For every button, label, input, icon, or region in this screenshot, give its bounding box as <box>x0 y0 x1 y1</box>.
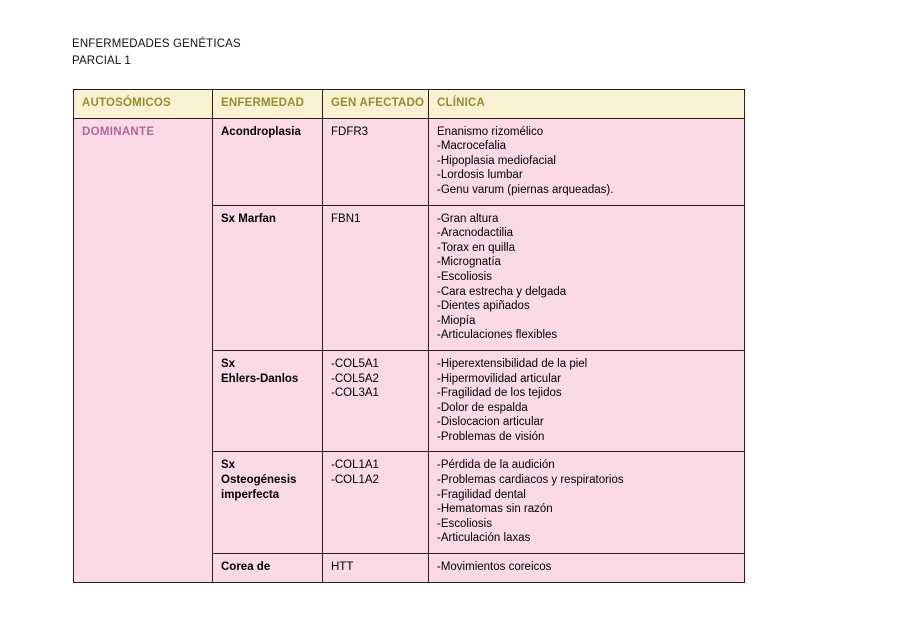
clinic-line: -Dientes apiñados <box>437 300 530 313</box>
gene-cell <box>323 118 429 205</box>
gene-line: -COL3A1 <box>331 387 379 400</box>
gene-line: -COL1A1 <box>331 459 379 472</box>
disease-line: Sx <box>221 459 236 472</box>
gene-cell <box>323 554 429 583</box>
clinic-line: -Dislocacion articular <box>437 416 544 429</box>
genetics-table <box>73 89 745 583</box>
clinic-line: -Movimientos coreicos <box>437 561 552 574</box>
clinic-cell <box>429 554 745 583</box>
clinic-cell <box>429 205 745 350</box>
clinic-line: -Articulación laxas <box>437 532 531 545</box>
clinic-line: -Cara estrecha y delgada <box>437 285 567 298</box>
disease-line: Ehlers-Danlos <box>221 372 299 385</box>
clinic-line: Enanismo rizomélico <box>437 125 544 138</box>
gene-cell <box>323 350 429 452</box>
gene-line: FBN1 <box>331 212 361 225</box>
gene-cell <box>323 205 429 350</box>
gene-line: HTT <box>331 561 354 574</box>
gene-line: -COL1A2 <box>331 474 379 487</box>
column-header-gen-afectado: GEN AFECTADO <box>323 90 429 119</box>
gene-cell <box>323 452 429 554</box>
clinic-cell <box>429 452 745 554</box>
disease-line: Acondroplasia <box>221 125 301 138</box>
clinic-line: -Genu varum (piernas arqueadas). <box>437 183 614 196</box>
heading-line-subtitle: PARCIAL 1 <box>72 55 131 67</box>
clinic-line: -Escoliosis <box>437 517 492 530</box>
gene-line: FDFR3 <box>331 125 369 138</box>
clinic-line: -Fragilidad de los tejidos <box>437 387 562 400</box>
heading-line-title: ENFERMEDADES GENÉTICAS <box>72 38 241 50</box>
clinic-line: -Macrocefalia <box>437 140 507 153</box>
clinic-line: -Gran altura <box>437 212 499 225</box>
gene-line: -COL5A2 <box>331 372 379 385</box>
disease-line: Corea de <box>221 561 271 574</box>
disease-cell <box>213 350 323 452</box>
document-heading <box>72 36 241 70</box>
group-label-dominante: DOMINANTE <box>74 118 213 582</box>
clinic-line: -Hematomas sin razón <box>437 503 553 516</box>
gene-line: -COL5A1 <box>331 357 379 370</box>
clinic-line: -Problemas cardiacos y respiratorios <box>437 474 624 487</box>
clinic-cell <box>429 118 745 205</box>
disease-cell <box>213 452 323 554</box>
clinic-line: -Pérdida de la audición <box>437 459 555 472</box>
clinic-cell <box>429 350 745 452</box>
clinic-line: -Lordosis lumbar <box>437 169 523 182</box>
disease-line: Sx Marfan <box>221 212 276 225</box>
disease-cell <box>213 554 323 583</box>
disease-line: imperfecta <box>221 488 280 501</box>
clinic-line: -Fragilidad dental <box>437 488 526 501</box>
clinic-line: -Hipermovilidad articular <box>437 372 561 385</box>
clinic-line: -Problemas de visión <box>437 430 545 443</box>
clinic-line: -Torax en quilla <box>437 241 515 254</box>
clinic-line: -Micrognatía <box>437 256 501 269</box>
disease-line: Osteogénesis <box>221 474 297 487</box>
column-header-clinica: CLÍNICA <box>429 90 745 119</box>
table-body <box>74 118 745 582</box>
table-header-row <box>74 90 745 119</box>
clinic-line: -Dolor de espalda <box>437 401 528 414</box>
column-header-autosomicos: AUTOSÓMICOS <box>74 90 213 119</box>
disease-cell <box>213 205 323 350</box>
genetics-table-container <box>73 89 744 583</box>
clinic-line: -Miopía <box>437 314 476 327</box>
clinic-line: -Escoliosis <box>437 270 492 283</box>
table-row <box>74 118 745 205</box>
column-header-enfermedad: ENFERMEDAD <box>213 90 323 119</box>
clinic-line: -Articulaciones flexibles <box>437 329 558 342</box>
disease-line: Sx <box>221 357 236 370</box>
clinic-line: -Hiperextensibilidad de la piel <box>437 357 588 370</box>
clinic-line: -Hipoplasia mediofacial <box>437 154 556 167</box>
clinic-line: -Aracnodactilia <box>437 227 514 240</box>
table-header <box>74 90 745 119</box>
disease-cell <box>213 118 323 205</box>
